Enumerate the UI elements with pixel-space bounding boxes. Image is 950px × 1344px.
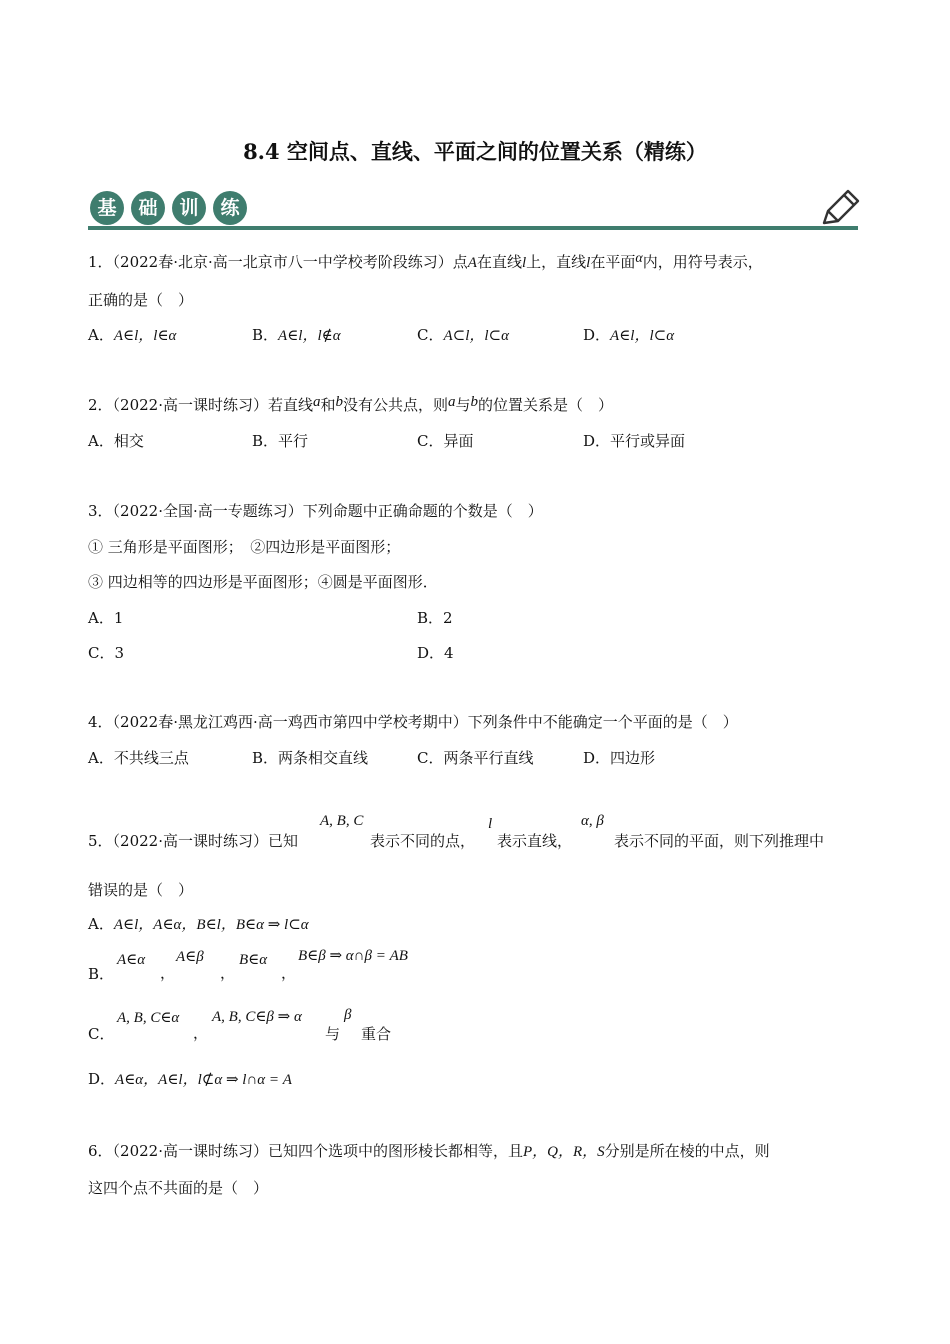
q6-math-points: P，Q，R，S: [523, 1144, 605, 1160]
q1-option-b: B．A∈l，l∉α: [252, 326, 341, 344]
q5-option-b-part1: A∈α: [117, 952, 146, 968]
q2-option-b: B．平行: [252, 432, 309, 450]
q2-math-a: a: [313, 394, 321, 410]
q1-math-alpha: α: [635, 251, 643, 266]
q5-option-b-comma1: ，: [160, 964, 176, 982]
q5-option-b-part4: B∈β ⇒ α∩β = AB: [298, 948, 408, 964]
q5-option-d: D．A∈α，A∈l，l⊄α ⇒ l∩α = A: [88, 1070, 292, 1088]
q1-option-d: D．A∈l，l⊂α: [583, 326, 675, 344]
q5-option-b-comma3: ，: [281, 964, 297, 982]
q1-text-2: 在直线: [476, 253, 522, 271]
q5-option-a: A．A∈l，A∈α，B∈l，B∈α ⇒ l⊂α: [88, 915, 309, 933]
pencil-icon: [818, 185, 862, 229]
q1-option-c: C．A⊂l，l⊂α: [417, 326, 509, 344]
q1-math-A: A: [467, 255, 477, 271]
q3-option-b: B．2: [417, 609, 453, 627]
q2-option-c: C．异面: [417, 432, 474, 450]
q5-option-c-coincide: 重合: [361, 1025, 392, 1043]
q1-text-5: 内，用符号表示，: [642, 253, 763, 271]
q4-option-a: A．不共线三点: [88, 749, 189, 767]
q2-math-a2: a: [448, 394, 456, 410]
q3-stem: 3．（2022·全国·高一专题练习）下列命题中正确命题的个数是（ ）: [88, 502, 543, 520]
q5-option-b-part3: B∈α: [239, 952, 268, 968]
section-rule: [88, 226, 858, 230]
q2-option-a: A．相交: [88, 432, 144, 450]
q6-stem-line2: 这四个点不共面的是（ ）: [88, 1179, 269, 1197]
q5-text-planes-desc: 表示不同的平面，则下列推理中: [614, 832, 825, 850]
q1-text-3: 上，直线: [526, 253, 587, 271]
q1-option-a: A．A∈l，l∈α: [88, 326, 177, 344]
q5-option-b-part2: A∈β: [176, 949, 204, 965]
section-char-4: 练: [213, 191, 247, 225]
q1-math-l1: l: [521, 255, 527, 271]
q5-text-points-desc: 表示不同的点，: [370, 832, 476, 850]
q3-option-c: C．3: [88, 644, 125, 662]
q5-option-b-comma2: ，: [220, 964, 236, 982]
q5-option-c-part3: β: [344, 1007, 352, 1023]
q5-stem-line2: 错误的是（ ）: [88, 881, 194, 899]
q3-option-d: D．4: [417, 644, 454, 662]
q5-text-line-desc: 表示直线，: [497, 832, 573, 850]
q5-option-c-with: 与: [325, 1025, 341, 1043]
q4-option-c: C．两条平行直线: [417, 749, 534, 767]
q5-stem-line1-text: 5．（2022·高一课时练习）已知: [88, 832, 298, 850]
q1-text-4: 在平面: [590, 253, 636, 271]
q5-option-c-comma: ，: [193, 1024, 209, 1042]
q4-stem: 4．（2022春·黑龙江鸡西·高一鸡西市第四中学校考期中）下列条件中不能确定一个平面的是（ ）: [88, 713, 738, 731]
q2-math-b2: b: [470, 394, 479, 410]
q1-stem-line2: 正确的是（ ）: [88, 291, 194, 309]
q5-math-planes: α, β: [581, 813, 604, 829]
q4-option-b: B．两条相交直线: [252, 749, 369, 767]
q6-stem-line1: 6．（2022·高一课时练习）已知四个选项中的图形棱长都相等，且P，Q，R，S分别是所在棱的中点，则: [88, 1142, 770, 1160]
q1-text-1: 1．（2022春·北京·高一北京市八一中学校考阶段练习）点: [88, 253, 468, 271]
section-char-3: 训: [172, 191, 206, 225]
q5-math-points: A, B, C: [320, 813, 364, 829]
q2-option-d: D．平行或异面: [583, 432, 686, 450]
q3-option-a: A．1: [88, 609, 124, 627]
section-char-2: 础: [131, 191, 165, 225]
q4-option-d: D．四边形: [583, 749, 656, 767]
q3-statement-2: ③ 四边相等的四边形是平面图形；④圆是平面图形．: [88, 573, 438, 591]
q5-option-c-label: C．: [88, 1025, 115, 1043]
section-banner: [88, 189, 860, 235]
page-title: 8.4 空间点、直线、平面之间的位置关系（精练）: [243, 139, 707, 164]
q5-option-b-label: B．: [88, 965, 115, 983]
q2-math-b: b: [335, 394, 344, 410]
q5-math-l: l: [488, 816, 493, 832]
q1-math-l2: l: [586, 255, 591, 271]
q3-statement-1: ① 三角形是平面图形； ②四边形是平面图形；: [88, 538, 401, 556]
q1-stem-line1: [88, 251, 763, 272]
section-char-1: 基: [90, 191, 124, 225]
q5-option-c-part1: A, B, C∈α: [117, 1010, 180, 1026]
q2-stem: 2．（2022·高一课时练习）若直线a和b没有公共点，则a与b的位置关系是（ ）: [88, 394, 614, 414]
q5-option-c-part2: A, B, C∈β ⇒ α: [212, 1009, 302, 1025]
